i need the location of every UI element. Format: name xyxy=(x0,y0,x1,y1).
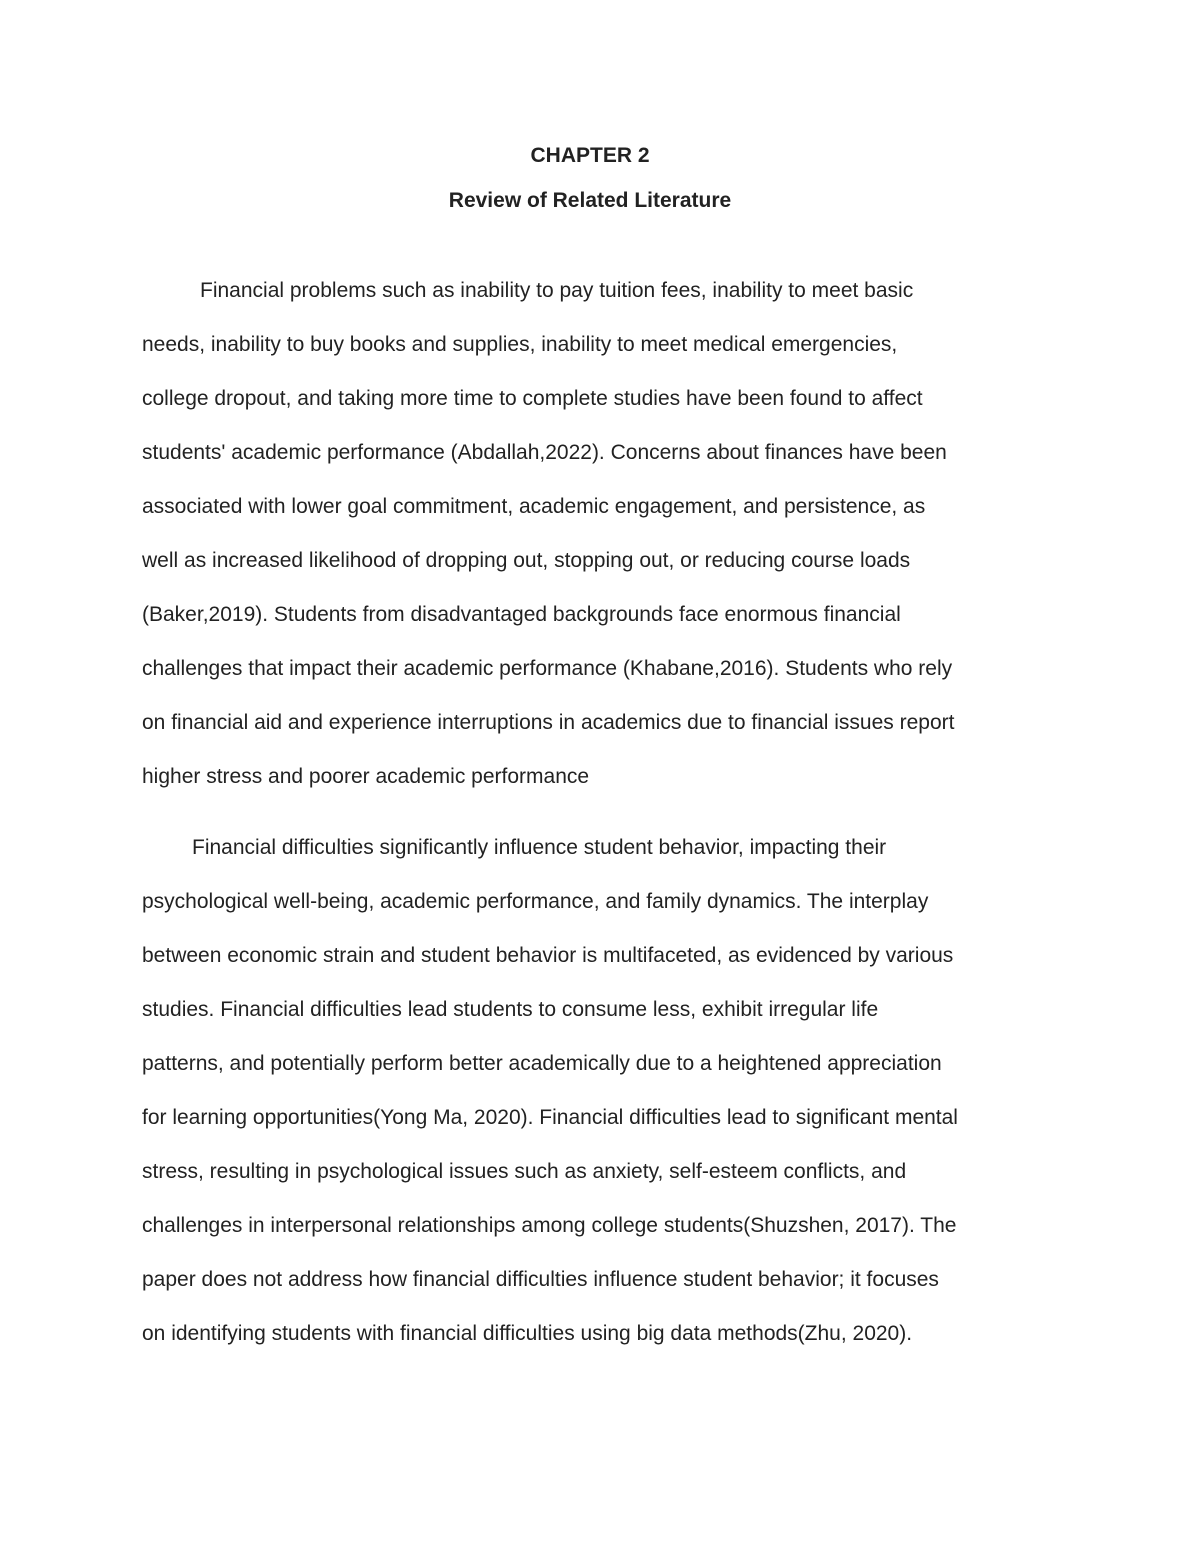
paragraph-line: higher stress and poorer academic performance xyxy=(142,765,590,788)
paragraph-line: paper does not address how financial difficulties influence student behavior; it focuses xyxy=(142,1268,939,1291)
paragraph-line: (Baker,2019). Students from disadvantaged backgrounds face enormous financial xyxy=(142,603,901,626)
paragraph-line: for learning opportunities(Yong Ma, 2020). Financial difficulties lead to significant mental xyxy=(142,1106,958,1129)
paragraph-line: on financial aid and experience interruptions in academics due to financial issues report xyxy=(142,711,955,734)
paragraph-line: needs, inability to buy books and supplies, inability to meet medical emergencies, xyxy=(142,333,898,356)
paragraph-line: associated with lower goal commitment, academic engagement, and persistence, as xyxy=(142,495,926,518)
paragraph-line: students' academic performance (Abdallah,2022). Concerns about finances have been xyxy=(142,441,947,464)
paragraph-line: studies. Financial difficulties lead students to consume less, exhibit irregular life xyxy=(142,998,879,1021)
paragraph-line: Financial difficulties significantly influence student behavior, impacting their xyxy=(192,836,887,859)
paragraph-line: college dropout, and taking more time to complete studies have been found to affect xyxy=(142,387,923,410)
paragraph-1 xyxy=(142,264,1082,804)
paragraph-line: Financial problems such as inability to pay tuition fees, inability to meet basic xyxy=(200,279,914,302)
section-title: Review of Related Literature xyxy=(448,189,732,212)
paragraph-2 xyxy=(142,821,1082,1361)
paragraph-line: on identifying students with financial difficulties using big data methods(Zhu, 2020). xyxy=(142,1322,913,1345)
paragraph-line: challenges that impact their academic performance (Khabane,2016). Students who rely xyxy=(142,657,953,680)
paragraph-line: well as increased likelihood of dropping out, stopping out, or reducing course loads xyxy=(142,549,911,572)
paragraph-line: patterns, and potentially perform better academically due to a heightened appreciation xyxy=(142,1052,942,1075)
paragraph-line: challenges in interpersonal relationships among college students(Shuzshen, 2017). The xyxy=(142,1214,957,1237)
paragraph-line: stress, resulting in psychological issues such as anxiety, self-esteem conflicts, and xyxy=(142,1160,907,1183)
chapter-heading: CHAPTER 2 xyxy=(530,144,650,167)
paragraph-line: psychological well-being, academic performance, and family dynamics. The interplay xyxy=(142,890,929,913)
paragraph-line: between economic strain and student behavior is multifaceted, as evidenced by various xyxy=(142,944,954,967)
